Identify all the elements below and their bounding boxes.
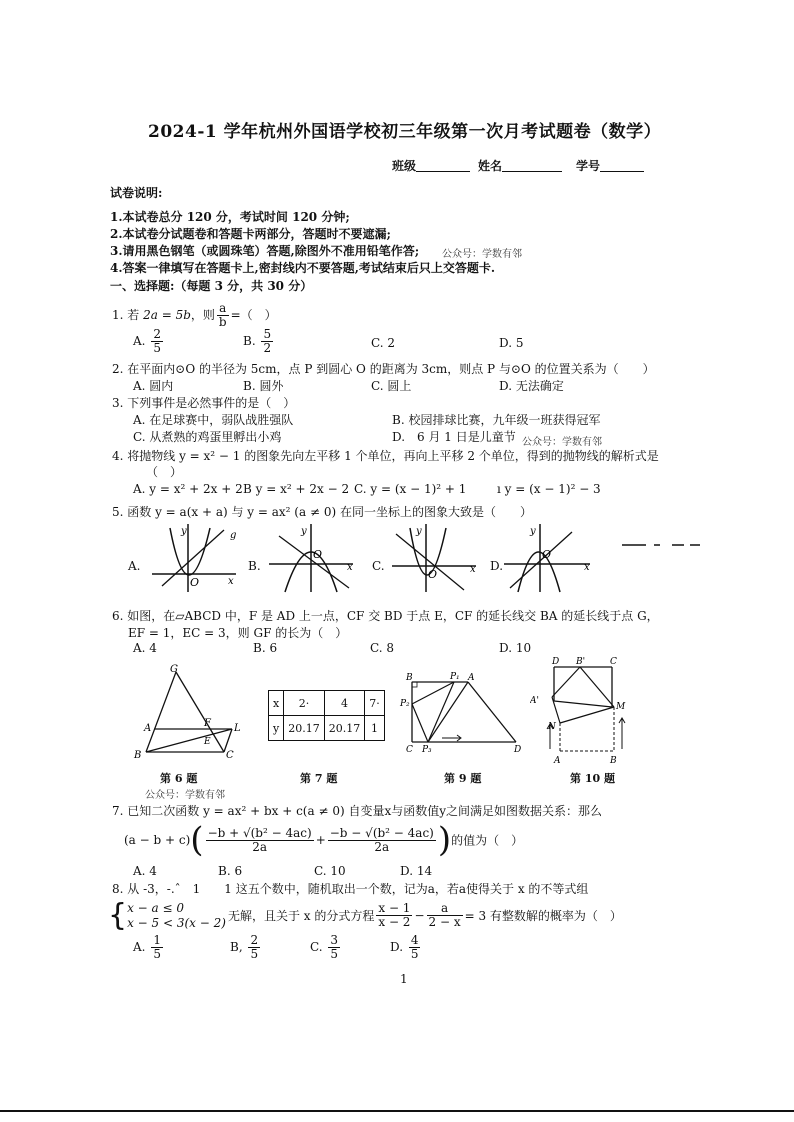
svg-text:y: y: [301, 526, 307, 537]
q8-option-a[interactable]: A. $\frac{1}{5}$: [133, 933, 161, 961]
watermark: 公众号：学数有邻: [145, 790, 225, 801]
svg-text:B: B: [406, 673, 413, 683]
q2-option-c[interactable]: C. 圆上: [371, 379, 412, 393]
q2-option-d[interactable]: D. 无法确定: [499, 379, 564, 393]
instruction-4: 4.答案一律填写在答题卡上,密封线内不要答题,考试结束后只上交答题卡.: [110, 261, 496, 275]
page-number: 1: [400, 972, 408, 986]
svg-text:x: x: [470, 564, 476, 575]
svg-text:x: x: [584, 562, 590, 573]
table-cell: 20.17: [284, 716, 325, 741]
q4-option-c[interactable]: C. y = (x − 1)² + 1: [354, 482, 467, 496]
figure-9: [398, 670, 528, 758]
watermark: 公众号：学数有邻: [522, 437, 602, 448]
svg-text:B': B': [576, 657, 586, 667]
q5-graph-a: [148, 522, 238, 594]
question-4-stem-cont: （ ）: [146, 465, 183, 479]
q5-graph-b: [265, 522, 357, 594]
instruction-2: 2.本试卷分试题卷和答题卡两部分，答题时不要遮漏;: [110, 227, 391, 241]
class-field[interactable]: [392, 157, 470, 174]
q7-option-b[interactable]: B. 6: [218, 864, 243, 878]
question-5-stem: 5. 函数 y = a(x + a) 与 y = ax² (a ≠ 0) 在同一坐标上的图象大致是（ ）: [112, 505, 532, 519]
q6-option-a[interactable]: A. 4: [133, 641, 157, 655]
q6-option-c[interactable]: C. 8: [370, 641, 395, 655]
svg-text:M: M: [616, 702, 626, 712]
question-2-stem: 2. 在平面内⊙O 的半径为 5cm，点 P 到圆心 O 的距离为 3cm，则点 P 与⊙O 的位置关系为（ ）: [112, 362, 655, 376]
q1-option-d[interactable]: D. 5: [499, 336, 524, 350]
watermark: 公众号：学数有邻: [442, 249, 522, 260]
svg-text:C: C: [226, 750, 234, 761]
question-8-system: { x − a ≤ 0 x − 5 < 3(x − 2) 无解，且关于 x 的分式方程 $\frac{x - 1}{x - 2}$ − $\frac{a}{2 - x}$ = 3 有整数解的概率为（ ）: [108, 898, 622, 933]
caption-figure-6: 第 6 题: [160, 772, 198, 785]
q7-option-a[interactable]: A. 4: [133, 864, 157, 878]
svg-text:N: N: [548, 722, 556, 732]
q5-option-c[interactable]: C.: [372, 559, 385, 573]
svg-text:x: x: [228, 576, 234, 587]
table-row: [269, 716, 385, 741]
q5-option-d[interactable]: D.: [490, 559, 504, 573]
section-heading: 一、选择题:（每题 3 分，共 30 分）: [110, 279, 313, 293]
name-label: 姓名: [478, 159, 503, 173]
svg-text:A': A': [530, 696, 539, 706]
table-cell: 1: [365, 716, 385, 741]
q8-option-b[interactable]: B, $\frac{2}{5}$: [230, 933, 259, 961]
instructions-heading: 试卷说明:: [110, 186, 163, 200]
q6-option-b[interactable]: B. 6: [253, 641, 278, 655]
svg-text:O: O: [428, 568, 438, 581]
instruction-3: 3.请用黑色钢笔（或圆珠笔）答题,除图外不准用铅笔作答;: [110, 244, 420, 258]
q3-option-d[interactable]: D. 6 月 1 日是儿童节: [392, 430, 516, 444]
q5-graph-d: [500, 522, 594, 594]
q7-option-d[interactable]: D. 14: [400, 864, 433, 878]
page-edge-line: [0, 1110, 794, 1112]
instruction-1: 1.本试卷总分 120 分，考试时间 120 分钟;: [110, 210, 350, 224]
svg-text:P₁: P₁: [450, 672, 460, 682]
q1-option-a[interactable]: A. $\frac{2}{5}$: [133, 327, 161, 355]
question-1-stem: 1. 若 2a = 5b，则 $\frac{a}{b}$ =（ ）: [112, 301, 277, 329]
question-7-expression: (a − b + c)( $\frac{\text{−b + √(b² − 4ac)}}{2a}$ + $\frac{\text{−b − √(b² − 4ac)}}{2a}$ )的值为（ ）: [124, 820, 524, 860]
svg-text:C: C: [610, 657, 617, 667]
q4-option-d[interactable]: ı y = (x − 1)² − 3: [497, 482, 601, 496]
figure-10: [530, 653, 630, 767]
q8-option-c[interactable]: C. $\frac{3}{5}$: [310, 933, 339, 961]
table-cell: 7·: [365, 691, 385, 716]
question-8-stem: 8. 从 -3，-.ˆ 1 1 这五个数中，随机取出一个数，记为a，若a使得关于 x 的不等式组: [112, 882, 589, 896]
q8-option-d[interactable]: D. $\frac{4}{5}$: [390, 933, 419, 961]
q4-option-a[interactable]: A. y = x² + 2x + 2: [133, 482, 243, 496]
q1-option-b[interactable]: B. $\frac{5}{2}$: [243, 327, 272, 355]
svg-text:P₂: P₂: [400, 699, 410, 709]
q3-option-b[interactable]: B. 校园排球比赛，九年级一班获得冠军: [392, 413, 601, 427]
q6-option-d[interactable]: D. 10: [499, 641, 532, 655]
q5-graph-c: [388, 522, 480, 594]
q1-option-c[interactable]: C. 2: [371, 336, 396, 350]
svg-text:D: D: [514, 745, 522, 755]
q5-option-a[interactable]: A.: [128, 559, 141, 573]
caption-figure-9: 第 9 题: [444, 772, 482, 785]
table-row: [269, 691, 385, 716]
figure-6: [130, 662, 242, 762]
q3-option-c[interactable]: C. 从煮熟的鸡蛋里孵出小鸡: [133, 430, 282, 444]
svg-text:L: L: [234, 723, 241, 734]
q4-option-b[interactable]: B y = x² + 2x − 2: [243, 482, 350, 496]
svg-text:y: y: [181, 526, 187, 537]
number-label: 学号: [576, 159, 601, 173]
caption-figure-7: 第 7 题: [300, 772, 338, 785]
svg-text:y: y: [416, 526, 422, 537]
q2-option-b[interactable]: B. 圆外: [243, 379, 284, 393]
q2-option-a[interactable]: A. 圆内: [133, 379, 174, 393]
q7-option-c[interactable]: C. 10: [314, 864, 346, 878]
svg-text:B: B: [134, 750, 142, 761]
page-title: 2024-1 学年杭州外国语学校初三年级第一次月考试题卷（数学）: [148, 122, 662, 142]
name-field[interactable]: [478, 157, 562, 174]
svg-text:A: A: [468, 673, 475, 683]
svg-text:A: A: [144, 723, 152, 734]
svg-text:x: x: [347, 562, 353, 573]
figure-7-table: [268, 690, 385, 741]
question-4-stem: 4. 将抛物线 y = x² − 1 的图象先向左平移 1 个单位，再向上平移 2 个单位，得到的抛物线的解析式是: [112, 449, 659, 463]
class-label: 班级: [392, 159, 417, 173]
svg-text:A: A: [554, 756, 561, 766]
question-3-stem: 3. 下列事件是必然事件的是（ ）: [112, 396, 296, 410]
svg-text:O: O: [190, 576, 200, 589]
svg-text:E: E: [204, 737, 211, 747]
svg-text:B: B: [610, 756, 617, 766]
table-cell: x: [269, 691, 284, 716]
caption-figure-10: 第 10 题: [570, 772, 615, 785]
q3-option-a[interactable]: A. 在足球赛中，弱队战胜强队: [133, 413, 294, 427]
table-cell: 2·: [284, 691, 325, 716]
svg-text:O: O: [542, 548, 552, 561]
svg-text:D: D: [552, 657, 560, 667]
question-6-stem: 6. 如图，在▱ABCD 中，F 是 AD 上一点，CF 交 BD 于点 E，CF 的延长线交 BA 的延长线于点 G，: [112, 609, 659, 623]
scan-marks: [622, 540, 702, 550]
svg-text:G: G: [170, 664, 178, 675]
table-cell: 4: [324, 691, 365, 716]
svg-text:y: y: [530, 526, 536, 537]
table-cell: y: [269, 716, 284, 741]
question-6-stem-cont: EF = 1，EC = 3，则 GF 的长为（ ）: [128, 626, 348, 640]
student-number-field[interactable]: [576, 157, 644, 174]
q5-option-b[interactable]: B.: [248, 559, 261, 573]
svg-text:C: C: [406, 745, 413, 755]
svg-text:F: F: [204, 718, 211, 729]
question-7-stem: 7. 已知二次函数 y = ax² + bx + c(a ≠ 0) 自变量x与函数值y之间满足如图数据关系：那么: [112, 804, 603, 818]
svg-text:P₃: P₃: [422, 745, 432, 755]
table-cell: 20.17: [324, 716, 365, 741]
svg-text:g: g: [230, 530, 237, 541]
svg-text:O: O: [313, 548, 323, 561]
